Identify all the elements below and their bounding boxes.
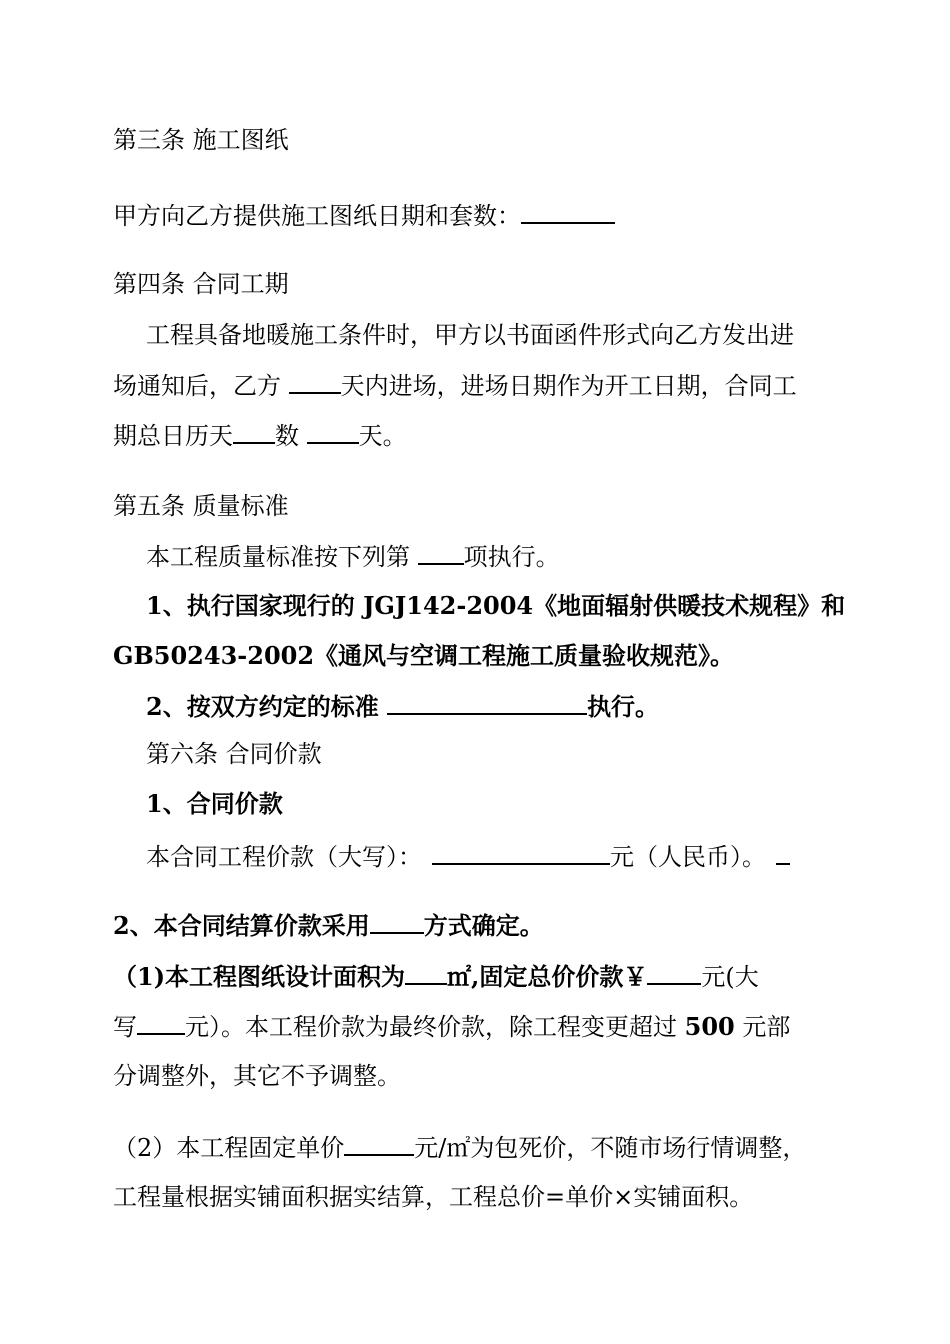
article-6-para2-line1: （2）本工程固定单价 元/㎡为包死价，不随市场行情调整， — [113, 1134, 807, 1162]
blank-total-days[interactable] — [307, 420, 359, 444]
article-6-para2-line2: 工程量根据实铺面积据实结算，工程总价=单价×实铺面积。 — [113, 1183, 754, 1211]
article-4-para-line2: 场通知后，乙方 天内进场，进场日期作为开工日期，合同工 — [113, 372, 797, 400]
article-3-heading: 第三条 施工图纸 — [113, 126, 289, 154]
article-6-price-line: 本合同工程价款（大写）： 元（人民币）。 — [146, 841, 790, 872]
blank-unit-price[interactable] — [344, 1132, 414, 1156]
blank-entry-days[interactable] — [289, 370, 341, 394]
article-4-para-line3: 期总日历天 数 天。 — [113, 422, 407, 450]
article-6-para1-line1: （1)本工程图纸设计面积为 ㎡,固定总价价款￥ 元(大 — [113, 962, 759, 991]
article-4-heading: 第四条 合同工期 — [113, 270, 289, 298]
article-6-para1-line2: 写 元）。本工程价款为最终价款，除工程变更超过 500 元部 — [113, 1012, 791, 1041]
article-3-text: 甲方向乙方提供施工图纸日期和套数： — [113, 200, 615, 231]
article-6-para1-line3: 分调整外，其它不予调整。 — [113, 1062, 401, 1090]
article-6-item2: 2、本合同结算价款采用 方式确定。 — [113, 911, 544, 940]
blank-design-area[interactable] — [405, 961, 447, 985]
blank-fixed-total-price[interactable] — [647, 961, 701, 985]
article-5-intro: 本工程质量标准按下列第 项执行。 — [146, 543, 560, 571]
blank-drawing-date[interactable] — [521, 200, 615, 224]
blank-price-words[interactable] — [432, 841, 610, 865]
standard-code-jgj: JGJ142-2004 — [363, 591, 534, 620]
article-6-sub1: 1、合同价款 — [146, 789, 283, 818]
blank-standard-item[interactable] — [418, 541, 464, 565]
article-6-heading: 第六条 合同价款 — [146, 740, 322, 768]
article-4-para-line1: 工程具备地暖施工条件时，甲方以书面函件形式向乙方发出进 — [146, 321, 794, 349]
article-5-item1-line1: 1、执行国家现行的 JGJ142-2004《地面辐射供暖技术规程》和 — [146, 591, 846, 620]
blank-agreed-standard[interactable] — [387, 691, 587, 715]
article-5-heading: 第五条 质量标准 — [113, 492, 289, 520]
article-5-item1-line2: GB50243-2002《通风与空调工程施工质量验收规范》。 — [113, 641, 735, 670]
blank-total-price-words[interactable] — [137, 1011, 185, 1035]
blank-trailing[interactable] — [776, 841, 790, 865]
standard-code-gb: GB50243-2002 — [113, 641, 315, 670]
blank-calendar-days[interactable] — [233, 420, 275, 444]
article-5-item2: 2、按双方约定的标准 执行。 — [146, 692, 660, 721]
blank-settlement-method[interactable] — [370, 910, 424, 934]
